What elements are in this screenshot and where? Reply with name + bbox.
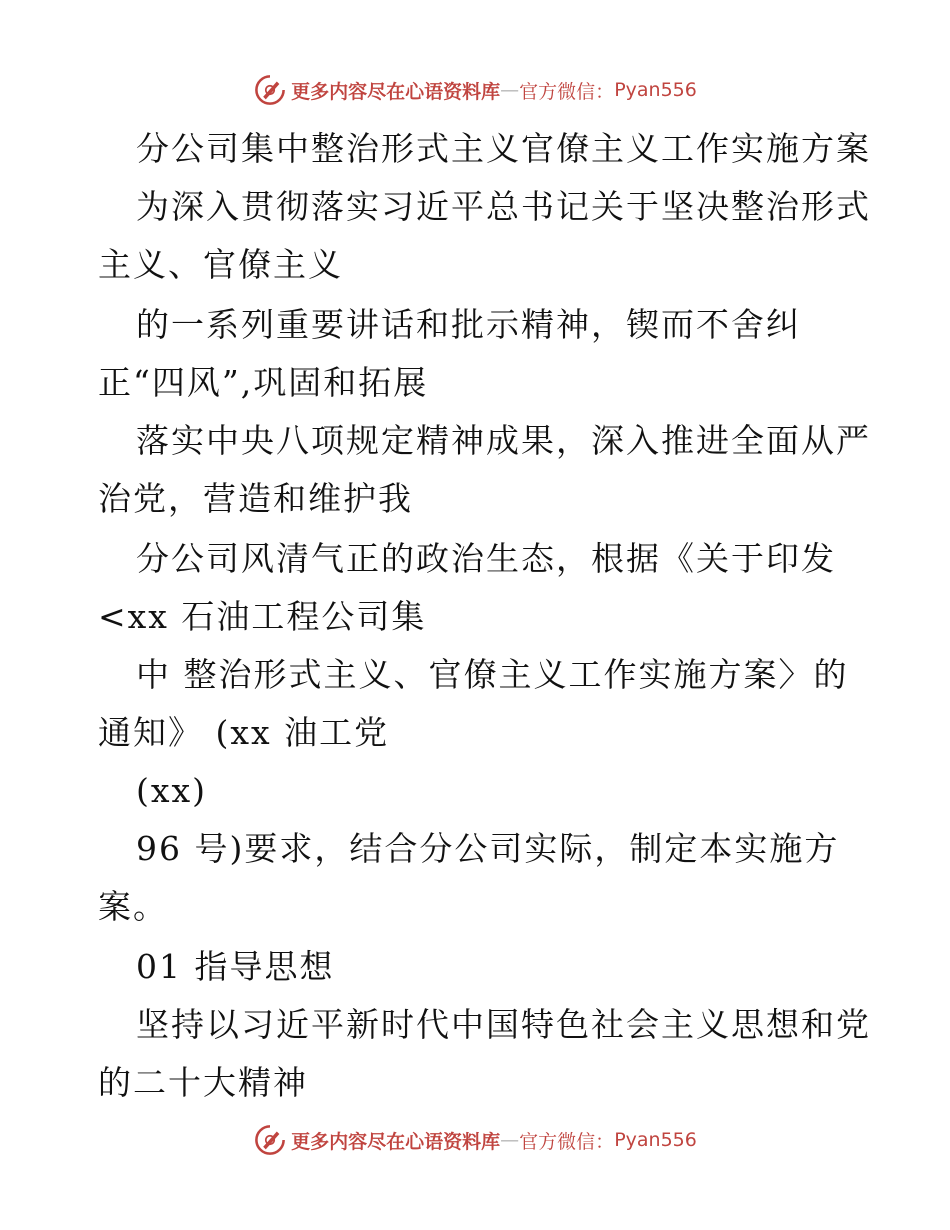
paragraph-line: 通知》 (xx 油工党 [98,713,390,752]
footer-banner [0,1120,950,1160]
pen-swirl-logo-icon [253,73,287,107]
banner-separator: — [500,1129,520,1151]
paragraph-line: 中 整治形式主义、官僚主义工作实施方案〉的 [136,655,849,694]
paragraph-line: 治党，营造和维护我 [98,479,413,518]
pen-swirl-logo-icon [253,1123,287,1157]
banner-wechat-id: Pyan556 [614,79,697,101]
document-title: 分公司集中整治形式主义官僚主义工作实施方案 [136,129,871,168]
paragraph-line: 的二十大精神 [98,1063,308,1102]
banner-separator: — [500,79,520,101]
paragraph-line: 落实中央八项规定精神成果，深入推进全面从严 [136,421,871,460]
banner-promo-text: 更多内容尽在心语资料库 [291,80,501,103]
paragraph-line: 正“四风”,巩固和拓展 [98,363,429,402]
banner-promo-text: 更多内容尽在心语资料库 [291,1130,501,1153]
paragraph-line: 坚持以习近平新时代中国特色社会主义思想和党 [136,1005,871,1044]
banner-wechat-label: 官方微信： [519,80,615,103]
paragraph-line: 主义、官僚主义 [98,245,343,284]
paragraph-line: (xx) [136,771,207,810]
banner-wechat-label: 官方微信： [519,1130,615,1153]
paragraph-line: 案。 [98,887,168,926]
paragraph-line: 的一系列重要讲话和批示精神，锲而不舍纠 [136,305,801,344]
paragraph-line: 96 号)要求，结合分公司实际，制定本实施方 [136,829,840,868]
paragraph-line: <xx 石油工程公司集 [98,597,427,636]
section-heading: 01 指导思想 [136,947,335,986]
paragraph-line: 分公司风清气正的政治生态，根据《关于印发 [136,539,836,578]
header-banner [0,70,950,110]
paragraph-line: 为深入贯彻落实习近平总书记关于坚决整治形式 [136,187,871,226]
banner-wechat-id: Pyan556 [614,1129,697,1151]
